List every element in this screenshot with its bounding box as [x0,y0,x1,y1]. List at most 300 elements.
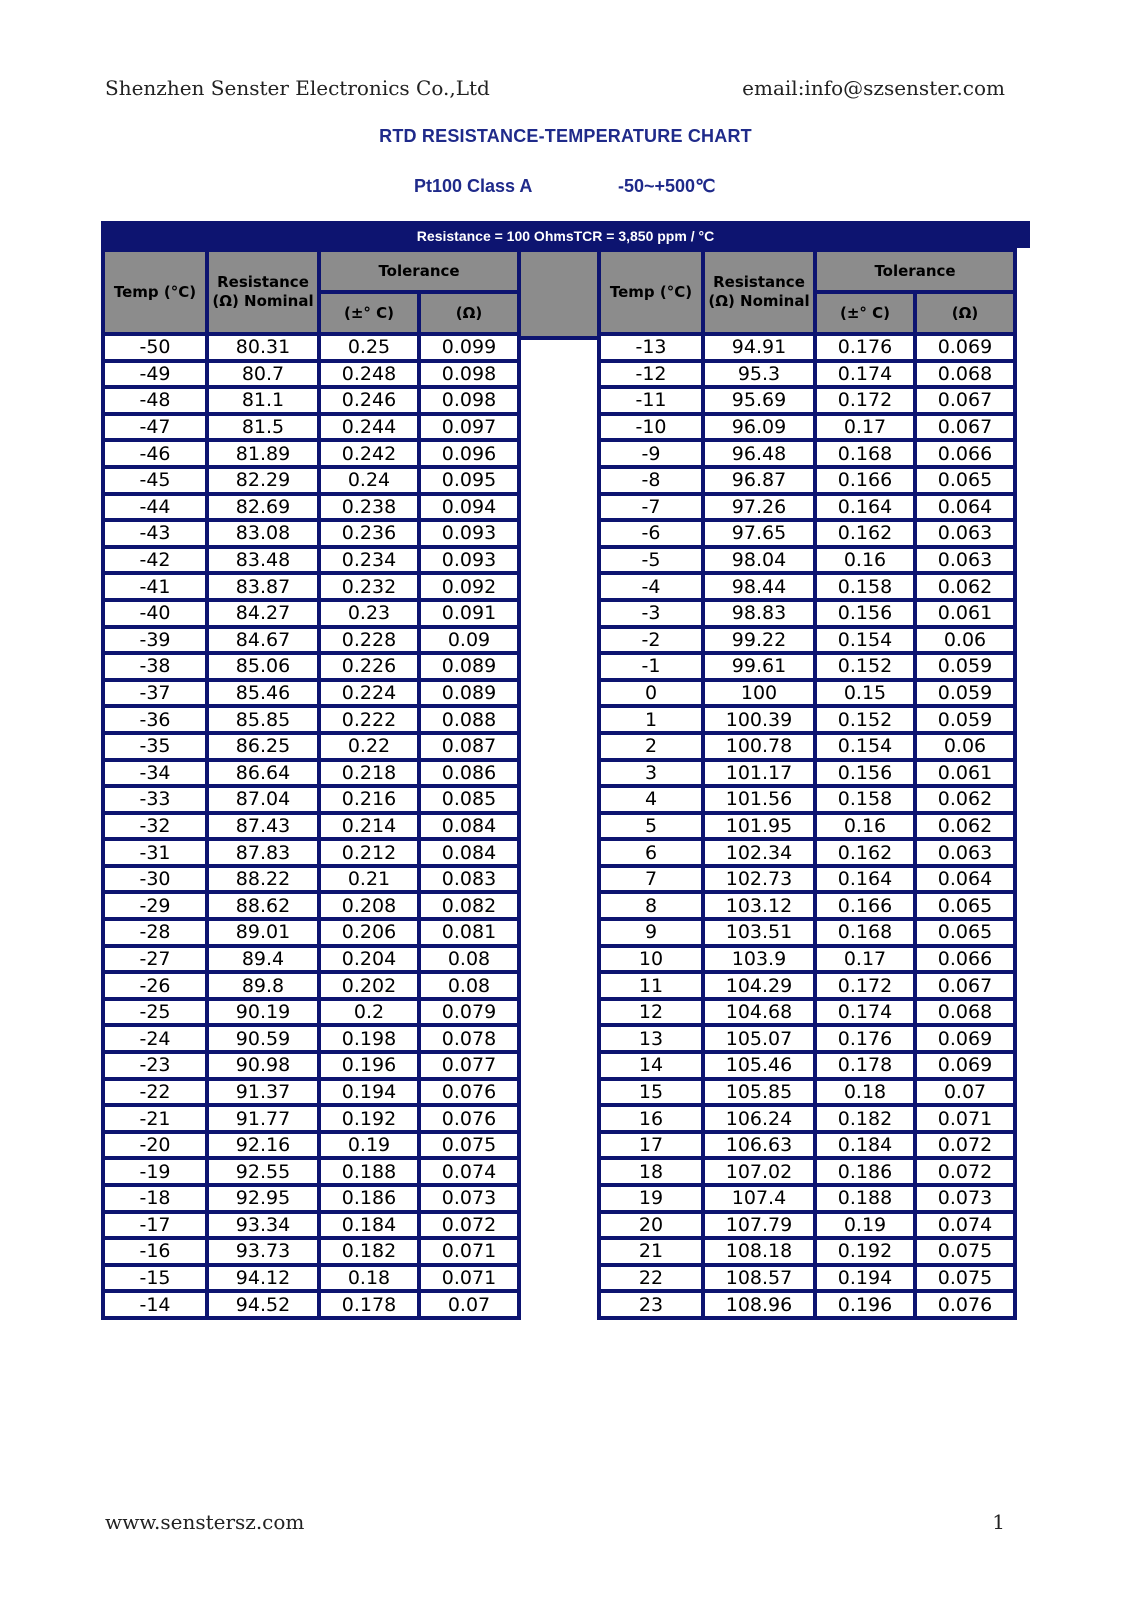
cell-temp: -49 [103,361,207,388]
rtd-table-right [597,248,1017,1320]
cell-resistance: 82.29 [207,467,319,494]
table-row [103,600,519,627]
table-row [599,706,1015,733]
cell-tol-degrees: 0.164 [815,494,915,521]
cell-temp: -24 [103,1025,207,1052]
cell-resistance: 106.24 [703,1105,815,1132]
cell-temp: -40 [103,600,207,627]
cell-tol-ohms: 0.062 [915,573,1015,600]
cell-tol-ohms: 0.097 [419,414,519,441]
header-tol-ohms: (Ω) [419,292,519,334]
cell-tol-degrees: 0.184 [815,1132,915,1159]
cell-tol-ohms: 0.098 [419,361,519,388]
cell-tol-ohms: 0.067 [915,387,1015,414]
table-row [599,760,1015,787]
cell-temp: -26 [103,972,207,999]
cell-temp: 15 [599,1079,703,1106]
cell-tol-ohms: 0.08 [419,972,519,999]
cell-tol-degrees: 0.18 [319,1265,419,1292]
cell-resistance: 89.8 [207,972,319,999]
table-row [103,1105,519,1132]
cell-resistance: 85.85 [207,706,319,733]
cell-temp: -31 [103,839,207,866]
cell-resistance: 102.34 [703,839,815,866]
cell-temp: -39 [103,627,207,654]
cell-tol-ohms: 0.084 [419,813,519,840]
cell-tol-degrees: 0.218 [319,760,419,787]
cell-tol-ohms: 0.096 [419,440,519,467]
cell-resistance: 100.78 [703,733,815,760]
header-tol-ohms: (Ω) [915,292,1015,334]
cell-tol-degrees: 0.182 [815,1105,915,1132]
cell-resistance: 80.7 [207,361,319,388]
cell-temp: 19 [599,1185,703,1212]
cell-resistance: 97.26 [703,494,815,521]
cell-temp: 17 [599,1132,703,1159]
cell-tol-ohms: 0.083 [419,866,519,893]
cell-tol-ohms: 0.087 [419,733,519,760]
cell-resistance: 89.4 [207,946,319,973]
table-row [103,440,519,467]
cell-temp: 6 [599,839,703,866]
cell-temp: -47 [103,414,207,441]
table-row [599,1158,1015,1185]
cell-tol-degrees: 0.18 [815,1079,915,1106]
cell-temp: -37 [103,680,207,707]
cell-resistance: 107.79 [703,1212,815,1239]
table-row [103,627,519,654]
cell-temp: 14 [599,1052,703,1079]
cell-temp: -45 [103,467,207,494]
cell-resistance: 91.77 [207,1105,319,1132]
table-row [599,361,1015,388]
cell-tol-ohms: 0.094 [419,494,519,521]
company-name: Shenzhen Senster Electronics Co.,Ltd [105,76,490,100]
cell-tol-degrees: 0.246 [319,387,419,414]
cell-tol-ohms: 0.081 [419,919,519,946]
cell-temp: -9 [599,440,703,467]
cell-tol-ohms: 0.067 [915,972,1015,999]
table-body-left [103,334,519,1318]
cell-temp: -18 [103,1185,207,1212]
cell-resistance: 94.91 [703,334,815,361]
table-row [103,1212,519,1239]
cell-resistance: 94.12 [207,1265,319,1292]
cell-tol-degrees: 0.174 [815,361,915,388]
table-row [103,547,519,574]
table-row [599,600,1015,627]
cell-resistance: 96.87 [703,467,815,494]
cell-tol-degrees: 0.214 [319,813,419,840]
cell-tol-degrees: 0.156 [815,760,915,787]
cell-tol-ohms: 0.068 [915,361,1015,388]
cell-temp: -22 [103,1079,207,1106]
cell-tol-degrees: 0.156 [815,600,915,627]
cell-tol-degrees: 0.192 [319,1105,419,1132]
cell-temp: 10 [599,946,703,973]
cell-temp: -42 [103,547,207,574]
table-row [599,334,1015,361]
header-tolerance: Tolerance [319,250,519,292]
sensor-model: Pt100 Class A [414,176,533,196]
table-row [103,680,519,707]
cell-tol-ohms: 0.063 [915,547,1015,574]
table-row [599,1079,1015,1106]
cell-tol-ohms: 0.079 [419,999,519,1026]
cell-tol-ohms: 0.064 [915,866,1015,893]
cell-temp: -30 [103,866,207,893]
cell-tol-degrees: 0.152 [815,706,915,733]
cell-tol-ohms: 0.075 [419,1132,519,1159]
table-row [103,1185,519,1212]
cell-temp: 18 [599,1158,703,1185]
cell-tol-degrees: 0.172 [815,387,915,414]
cell-temp: -28 [103,919,207,946]
cell-tol-degrees: 0.204 [319,946,419,973]
cell-tol-degrees: 0.158 [815,786,915,813]
cell-tol-degrees: 0.154 [815,733,915,760]
table-row [103,1238,519,1265]
cell-resistance: 85.06 [207,653,319,680]
cell-tol-degrees: 0.19 [815,1212,915,1239]
cell-temp: 16 [599,1105,703,1132]
cell-tol-degrees: 0.154 [815,627,915,654]
cell-tol-degrees: 0.15 [815,680,915,707]
cell-tol-degrees: 0.164 [815,866,915,893]
cell-temp: -36 [103,706,207,733]
table-row [599,1105,1015,1132]
cell-temp: -27 [103,946,207,973]
cell-resistance: 105.07 [703,1025,815,1052]
cell-resistance: 85.46 [207,680,319,707]
table-row [103,361,519,388]
cell-tol-degrees: 0.162 [815,839,915,866]
cell-tol-ohms: 0.076 [915,1291,1015,1318]
table-row [103,946,519,973]
cell-tol-ohms: 0.072 [419,1212,519,1239]
cell-resistance: 88.62 [207,892,319,919]
cell-tol-degrees: 0.196 [319,1052,419,1079]
cell-tol-degrees: 0.16 [815,547,915,574]
cell-tol-ohms: 0.069 [915,334,1015,361]
cell-tol-ohms: 0.089 [419,653,519,680]
cell-tol-degrees: 0.178 [815,1052,915,1079]
cell-tol-degrees: 0.188 [815,1185,915,1212]
cell-tol-degrees: 0.238 [319,494,419,521]
cell-resistance: 101.95 [703,813,815,840]
cell-temp: 0 [599,680,703,707]
table-row [599,733,1015,760]
cell-resistance: 101.17 [703,760,815,787]
cell-temp: -20 [103,1132,207,1159]
table-row [599,1265,1015,1292]
cell-resistance: 83.48 [207,547,319,574]
table-row [103,1132,519,1159]
cell-temp: -16 [103,1238,207,1265]
cell-tol-degrees: 0.166 [815,892,915,919]
cell-tol-degrees: 0.17 [815,414,915,441]
table-row [599,440,1015,467]
cell-tol-ohms: 0.074 [419,1158,519,1185]
cell-tol-degrees: 0.216 [319,786,419,813]
cell-resistance: 105.85 [703,1079,815,1106]
cell-tol-degrees: 0.208 [319,892,419,919]
cell-resistance: 92.55 [207,1158,319,1185]
header-temp: Temp (°C) [599,250,703,334]
cell-tol-ohms: 0.066 [915,946,1015,973]
cell-resistance: 108.96 [703,1291,815,1318]
cell-resistance: 103.51 [703,919,815,946]
cell-tol-degrees: 0.166 [815,467,915,494]
cell-resistance: 100 [703,680,815,707]
cell-tol-ohms: 0.093 [419,520,519,547]
cell-resistance: 102.73 [703,866,815,893]
table-row [103,919,519,946]
cell-tol-degrees: 0.222 [319,706,419,733]
header-resistance: Resistance (Ω) Nominal [703,250,815,334]
table-row [599,680,1015,707]
header-tolerance: Tolerance [815,250,1015,292]
cell-temp: 5 [599,813,703,840]
cell-temp: 12 [599,999,703,1026]
cell-resistance: 108.57 [703,1265,815,1292]
cell-resistance: 108.18 [703,1238,815,1265]
table-row [103,1265,519,1292]
cell-temp: -10 [599,414,703,441]
table-banner: Resistance = 100 OhmsTCR = 3,850 ppm / °C [101,221,1030,248]
cell-resistance: 83.08 [207,520,319,547]
header-spacer [521,248,597,340]
cell-tol-ohms: 0.074 [915,1212,1015,1239]
table-row [599,1291,1015,1318]
cell-temp: -19 [103,1158,207,1185]
cell-temp: -29 [103,892,207,919]
cell-tol-degrees: 0.234 [319,547,419,574]
cell-tol-degrees: 0.242 [319,440,419,467]
table-row [599,627,1015,654]
cell-resistance: 87.04 [207,786,319,813]
cell-resistance: 92.16 [207,1132,319,1159]
table-row [103,387,519,414]
cell-tol-degrees: 0.248 [319,361,419,388]
table-row [599,1132,1015,1159]
table-row [103,1052,519,1079]
cell-temp: 23 [599,1291,703,1318]
cell-temp: -14 [103,1291,207,1318]
cell-temp: 3 [599,760,703,787]
table-row [103,414,519,441]
cell-tol-ohms: 0.076 [419,1105,519,1132]
cell-tol-ohms: 0.065 [915,919,1015,946]
cell-temp: 21 [599,1238,703,1265]
cell-resistance: 96.09 [703,414,815,441]
cell-tol-ohms: 0.073 [915,1185,1015,1212]
table-row [103,733,519,760]
cell-resistance: 87.43 [207,813,319,840]
cell-temp: -44 [103,494,207,521]
cell-temp: -46 [103,440,207,467]
cell-tol-ohms: 0.065 [915,892,1015,919]
cell-tol-degrees: 0.22 [319,733,419,760]
website: www.senstersz.com [105,1510,305,1534]
cell-tol-ohms: 0.06 [915,627,1015,654]
cell-temp: -3 [599,600,703,627]
table-row [599,839,1015,866]
cell-tol-ohms: 0.072 [915,1132,1015,1159]
table-row [599,547,1015,574]
cell-tol-ohms: 0.061 [915,600,1015,627]
cell-tol-ohms: 0.066 [915,440,1015,467]
table-row [599,467,1015,494]
cell-resistance: 90.19 [207,999,319,1026]
header-temp: Temp (°C) [103,250,207,334]
cell-tol-ohms: 0.075 [915,1265,1015,1292]
page-title: RTD RESISTANCE-TEMPERATURE CHART [379,126,752,146]
cell-tol-degrees: 0.194 [319,1079,419,1106]
cell-tol-ohms: 0.063 [915,839,1015,866]
table-row [599,494,1015,521]
table-body-right [599,334,1015,1318]
cell-resistance: 80.31 [207,334,319,361]
cell-temp: -32 [103,813,207,840]
table-row [103,892,519,919]
cell-temp: 11 [599,972,703,999]
cell-tol-degrees: 0.16 [815,813,915,840]
table-row [599,946,1015,973]
cell-tol-ohms: 0.059 [915,706,1015,733]
cell-tol-ohms: 0.098 [419,387,519,414]
cell-tol-degrees: 0.194 [815,1265,915,1292]
cell-temp: -33 [103,786,207,813]
cell-tol-ohms: 0.078 [419,1025,519,1052]
cell-tol-degrees: 0.168 [815,919,915,946]
table-row [103,1025,519,1052]
cell-tol-degrees: 0.24 [319,467,419,494]
cell-temp: -4 [599,573,703,600]
cell-tol-degrees: 0.152 [815,653,915,680]
cell-tol-ohms: 0.095 [419,467,519,494]
cell-tol-degrees: 0.236 [319,520,419,547]
table-row [103,813,519,840]
cell-resistance: 97.65 [703,520,815,547]
cell-resistance: 93.73 [207,1238,319,1265]
header-resistance: Resistance (Ω) Nominal [207,250,319,334]
cell-resistance: 81.89 [207,440,319,467]
cell-tol-ohms: 0.086 [419,760,519,787]
cell-tol-degrees: 0.186 [815,1158,915,1185]
cell-tol-degrees: 0.19 [319,1132,419,1159]
table-row [599,1185,1015,1212]
cell-temp: -43 [103,520,207,547]
cell-tol-degrees: 0.23 [319,600,419,627]
table-row [599,1212,1015,1239]
cell-tol-ohms: 0.071 [419,1265,519,1292]
cell-temp: 9 [599,919,703,946]
header-tol-degrees: (±° C) [319,292,419,334]
cell-tol-degrees: 0.232 [319,573,419,600]
cell-tol-ohms: 0.063 [915,520,1015,547]
cell-resistance: 107.02 [703,1158,815,1185]
cell-tol-ohms: 0.089 [419,680,519,707]
table-row [599,1052,1015,1079]
table-row [103,786,519,813]
table-row [599,387,1015,414]
cell-tol-degrees: 0.224 [319,680,419,707]
cell-temp: -6 [599,520,703,547]
cell-temp: -41 [103,573,207,600]
cell-resistance: 107.4 [703,1185,815,1212]
table-row [103,520,519,547]
cell-tol-ohms: 0.07 [915,1079,1015,1106]
table-row [599,573,1015,600]
table-row [103,706,519,733]
cell-tol-degrees: 0.178 [319,1291,419,1318]
cell-temp: -17 [103,1212,207,1239]
cell-tol-ohms: 0.073 [419,1185,519,1212]
cell-tol-ohms: 0.075 [915,1238,1015,1265]
table-row [103,1291,519,1318]
table-row [599,972,1015,999]
cell-resistance: 98.44 [703,573,815,600]
cell-tol-degrees: 0.162 [815,520,915,547]
cell-tol-degrees: 0.172 [815,972,915,999]
cell-tol-ohms: 0.059 [915,680,1015,707]
cell-tol-ohms: 0.08 [419,946,519,973]
table-row [103,467,519,494]
cell-resistance: 103.9 [703,946,815,973]
cell-temp: -7 [599,494,703,521]
table-row [103,839,519,866]
cell-resistance: 93.34 [207,1212,319,1239]
cell-resistance: 98.83 [703,600,815,627]
cell-tol-ohms: 0.068 [915,999,1015,1026]
contact-email: email:info@szsenster.com [742,76,1005,100]
table-row [103,972,519,999]
cell-tol-degrees: 0.2 [319,999,419,1026]
cell-tol-ohms: 0.093 [419,547,519,574]
cell-tol-degrees: 0.176 [815,1025,915,1052]
cell-temp: -12 [599,361,703,388]
cell-tol-degrees: 0.226 [319,653,419,680]
cell-tol-degrees: 0.212 [319,839,419,866]
cell-tol-degrees: 0.21 [319,866,419,893]
page-number: 1 [992,1510,1005,1534]
cell-resistance: 104.29 [703,972,815,999]
cell-tol-ohms: 0.07 [419,1291,519,1318]
cell-tol-degrees: 0.25 [319,334,419,361]
cell-resistance: 86.25 [207,733,319,760]
cell-resistance: 94.52 [207,1291,319,1318]
cell-tol-degrees: 0.184 [319,1212,419,1239]
cell-tol-degrees: 0.202 [319,972,419,999]
cell-resistance: 82.69 [207,494,319,521]
table-row [599,999,1015,1026]
cell-resistance: 95.69 [703,387,815,414]
temperature-range: -50~+500℃ [618,176,716,196]
cell-resistance: 83.87 [207,573,319,600]
cell-tol-degrees: 0.176 [815,334,915,361]
cell-temp: -21 [103,1105,207,1132]
cell-resistance: 105.46 [703,1052,815,1079]
cell-tol-ohms: 0.088 [419,706,519,733]
cell-tol-ohms: 0.059 [915,653,1015,680]
cell-resistance: 84.67 [207,627,319,654]
cell-temp: 2 [599,733,703,760]
cell-temp: 22 [599,1265,703,1292]
table-row [103,494,519,521]
cell-temp: -2 [599,627,703,654]
table-row [103,1079,519,1106]
